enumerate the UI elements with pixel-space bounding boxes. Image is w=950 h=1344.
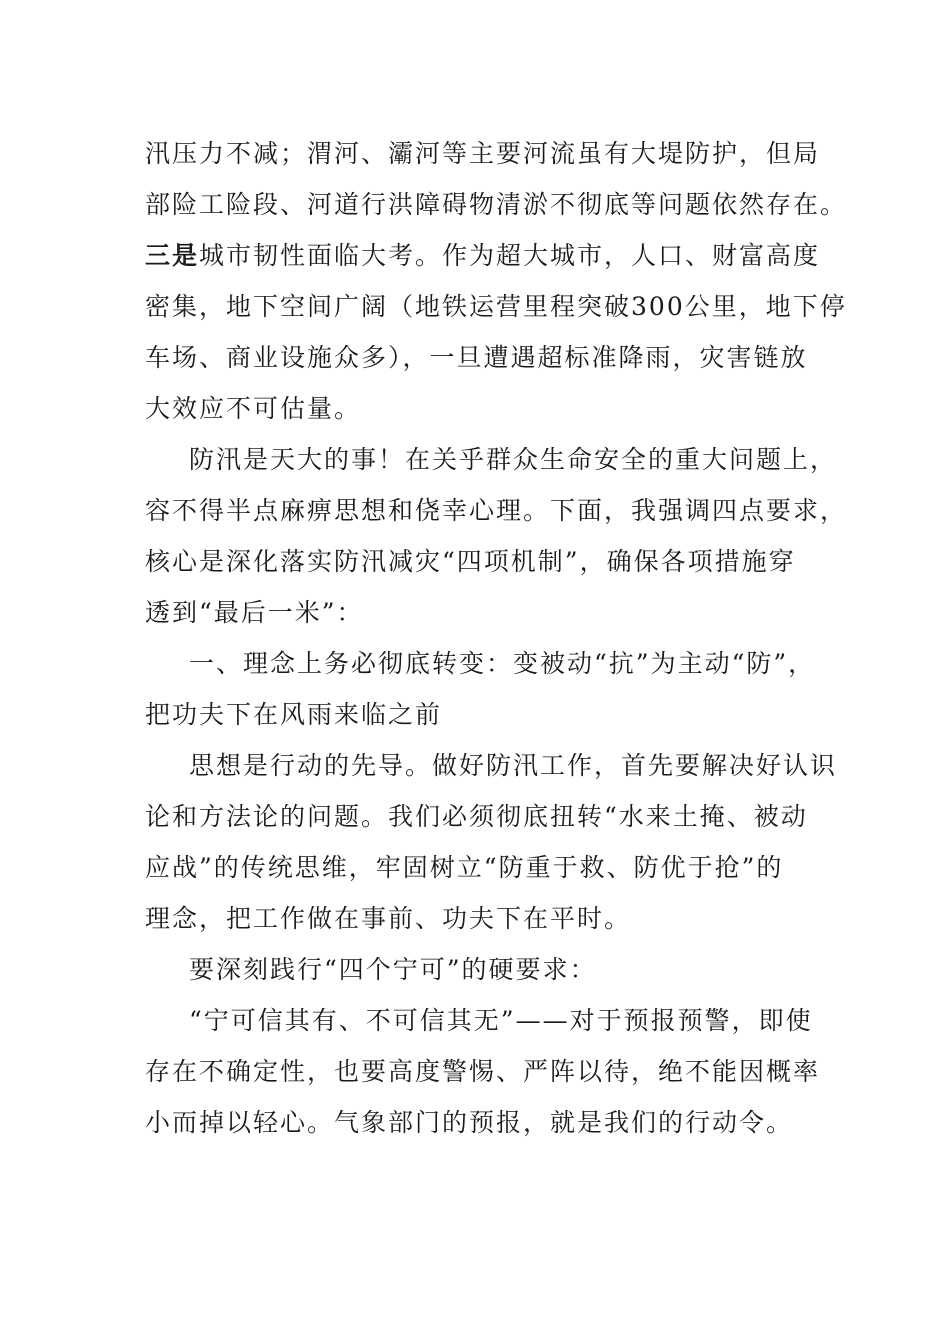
text-line: 论和方法论的问题。我们必须彻底扭转“水来土掩、被动: [145, 802, 808, 831]
text-line: 部险工险段、河道行洪障碍物清淤不彻底等问题依然存在。: [145, 190, 848, 219]
text-line: 理念，把工作做在事前、功夫下在平时。: [145, 904, 632, 933]
paragraph-first-line: “宁可信其有、不可信其无”——对于预报预警，即使: [189, 1006, 813, 1035]
text-line: 透到“最后一米”：: [145, 598, 364, 627]
text-line: 大效应不可估量。: [145, 394, 362, 423]
text-line: [145, 230, 825, 281]
text-line: 小而掉以轻心。气象部门的预报，就是我们的行动令。: [145, 1108, 794, 1137]
section-heading-line: 一、理念上务必彻底转变：变被动“抗”为主动“防”，: [189, 649, 816, 678]
text-line: 密集，地下空间广阔（地铁运营里程突破300公里，地下停: [145, 292, 847, 321]
paragraph-first-line: 要深刻践行“四个宁可”的硬要求：: [189, 955, 597, 984]
bold-lead: 三是: [145, 241, 200, 270]
text-line: 存在不确定性，也要高度警惕、严阵以待，绝不能因概率: [145, 1057, 821, 1086]
text-line: 汛压力不减；渭河、灞河等主要河流虽有大堤防护，但局: [145, 139, 821, 168]
text-line: 容不得半点麻痹思想和侥幸心理。下面，我强调四点要求，: [145, 496, 848, 525]
paragraph-first-line: 防汛是天大的事！在关乎群众生命安全的重大问题上，: [189, 445, 838, 474]
paragraph-first-line: 思想是行动的先导。做好防汛工作，首先要解决好认识: [189, 751, 838, 780]
section-heading-line: 把功夫下在风雨来临之前: [145, 700, 443, 729]
text-line: 核心是深化落实防汛减灾“四项机制”，确保各项措施穿: [145, 547, 796, 576]
text-span: 城市韧性面临大考。作为超大城市，人口、财富高度: [199, 241, 821, 270]
text-line: 应战”的传统思维，牢固树立“防重于救、防优于抢”的: [145, 853, 784, 882]
document-body: [145, 128, 848, 1148]
text-line: 车场、商业设施众多），一旦遭遇超标准降雨，灾害链放: [145, 343, 808, 372]
